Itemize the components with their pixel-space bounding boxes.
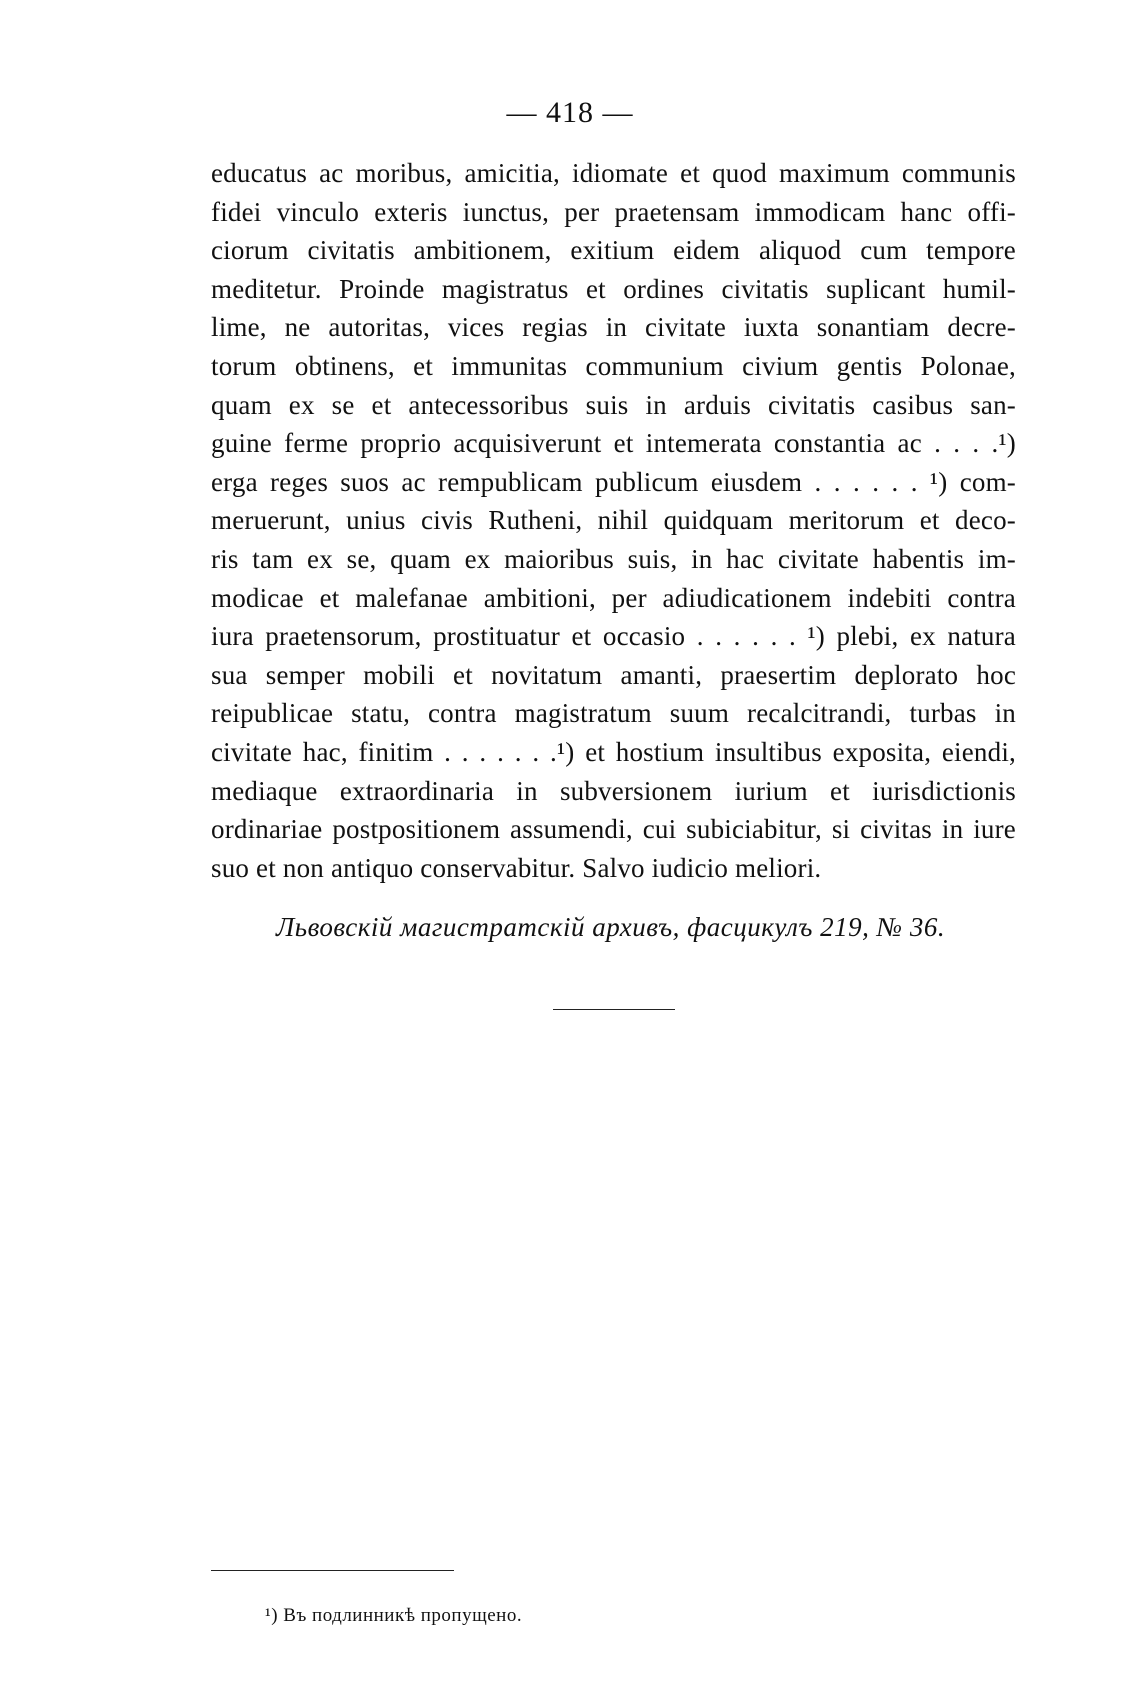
text-line: civitate hac, finitim . . . . . . .¹) et hostium insultibus exposita, eiendi,	[211, 736, 1016, 767]
text-line: educatus ac moribus, amicitia, idiomate et quod maximum communis	[211, 158, 1016, 188]
text-line: quam ex se et antecessoribus suis in arduis civitatis casibus san-	[211, 389, 1016, 420]
footnote-divider	[211, 1570, 454, 1571]
footnote-marker: ¹)	[265, 1605, 279, 1626]
text-line: mediaque extraordinaria in subversionem iurium et iurisdictionis	[211, 775, 1016, 806]
text-line: fidei vinculo exteris iunctus, per praetensam immodicam hanc offi-	[211, 196, 1016, 227]
text-line: sua semper mobili et novitatum amanti, praesertim deplorato hoc	[211, 659, 1016, 690]
text-line: guine ferme proprio acquisiverunt et intemerata constantia ac . . . .¹)	[211, 428, 1016, 459]
text-line: modicae et malefanae ambitioni, per adiudicationem indebiti contra	[211, 582, 1016, 613]
text-line: erga reges suos ac rempublicam publicum eiusdem . . . . . . ¹) com-	[211, 466, 1016, 497]
source-citation: Львовскій магистратскій архивъ, фасцикулъ 219, № 36.	[276, 912, 946, 942]
text-line: torum obtinens, et immunitas communium civium gentis Polonae,	[211, 350, 1016, 381]
page-number: — 418 —	[506, 96, 634, 129]
text-line: ris tam ex se, quam ex maioribus suis, in hac civitate habentis im-	[211, 543, 1016, 574]
text-line: ciorum civitatis ambitionem, exitium eidem aliquod cum tempore	[211, 235, 1016, 266]
text-line: ordinariae postpositionem assumendi, cui subiciabitur, si civitas in iure	[211, 814, 1016, 845]
text-line: meruerunt, unius civis Rutheni, nihil quidquam meritorum et deco-	[211, 505, 1016, 536]
text-line: reipublicae statu, contra magistratum suum recalcitrandi, turbas in	[211, 698, 1016, 729]
footnote-text: Въ подлинникѣ пропущено.	[283, 1605, 523, 1626]
body-text	[211, 154, 1016, 887]
text-line: meditetur. Proinde magistratus et ordines civitatis suplicant humil-	[211, 273, 1016, 304]
section-divider	[553, 1009, 675, 1010]
footnote	[265, 1605, 522, 1627]
text-line: iura praetensorum, prostituatur et occasio . . . . . . ¹) plebi, ex natura	[211, 621, 1016, 652]
text-line: suo et non antiquo conservabitur. Salvo iudicio meliori.	[211, 852, 822, 883]
text-line: lime, ne autoritas, vices regias in civitate iuxta sonantiam decre-	[211, 312, 1016, 343]
